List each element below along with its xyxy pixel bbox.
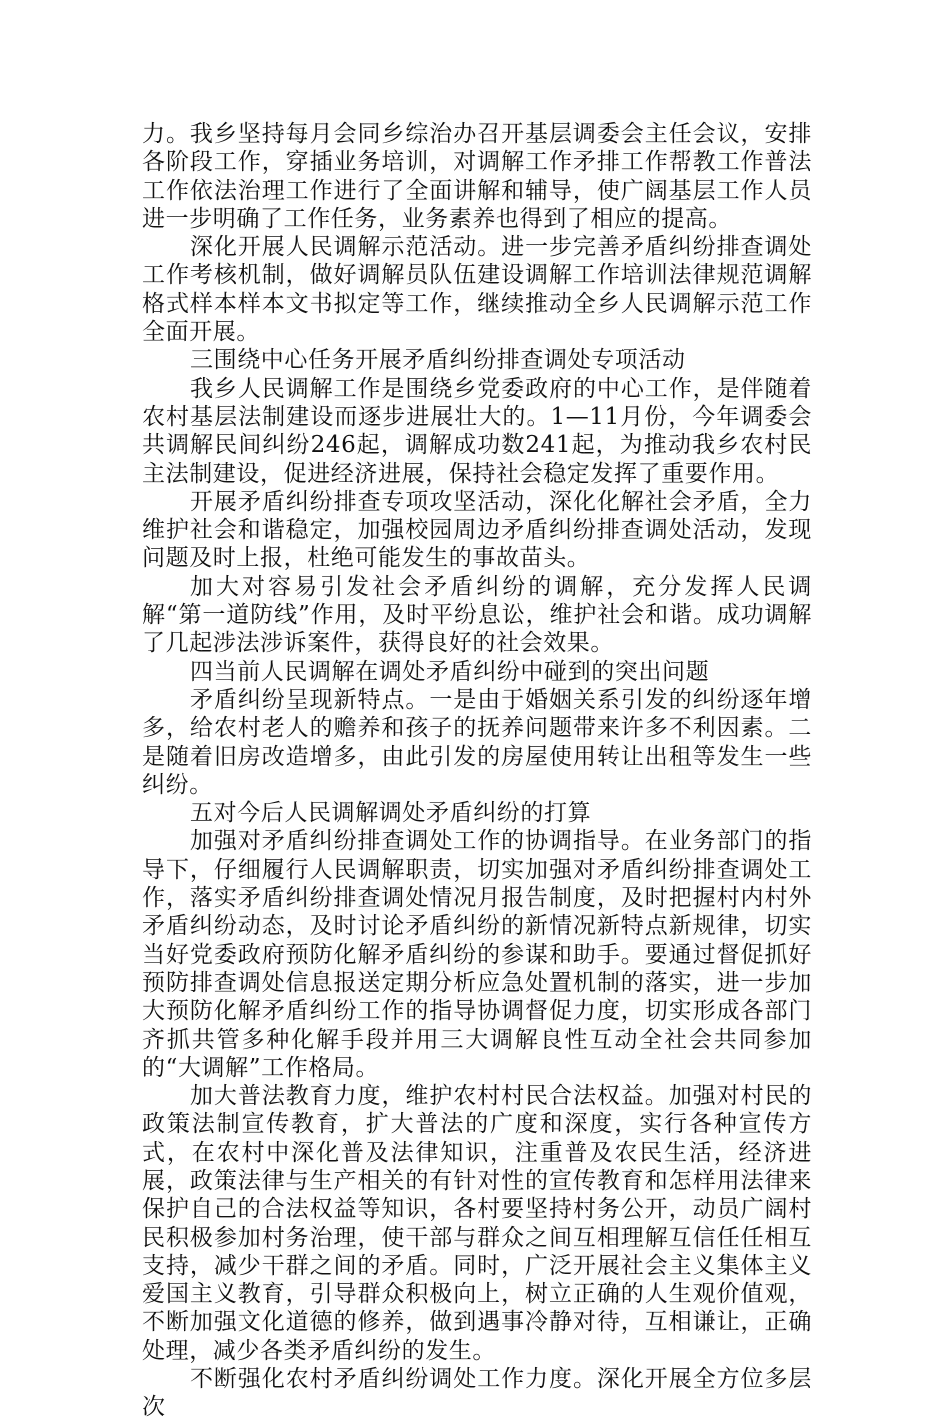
paragraph: 加大对容易引发社会矛盾纠纷的调解，充分发挥人民调解“第一道防线”作用，及时平纷息讼，维护社会和谐。成功调解了几起涉法涉诉案件，获得良好的社会效果。 [142,573,812,657]
document-body [142,120,812,1422]
section-heading: 三围绕中心任务开展矛盾纠纷排查调处专项活动 [190,347,686,374]
paragraph: 矛盾纠纷呈现新特点。一是由于婚姻关系引发的纠纷逐年增多，给农村老人的赡养和孩子的抚养问题带来许多不利因素。二是随着旧房改造增多，由此引发的房屋使用转让出租等发生一些纠纷。 [142,686,812,798]
paragraph-continuation: 力。我乡坚持每月会同乡综治办召开基层调委会主任会议，安排各阶段工作，穿插业务培训，对调解工作矛排工作帮教工作普法工作依法治理工作进行了全面讲解和辅导，使广阔基层工作人员进一步明确了工作任务，业务素养也得到了相应的提高。 [142,121,812,232]
paragraph: 深化开展人民调解示范活动。进一步完善矛盾纠纷排查调处工作考核机制，做好调解员队伍建设调解工作培训法律规范调解格式样本样本文书拟定等工作，继续推动全乡人民调解示范工作全面开展。 [142,234,812,346]
paragraph: 加强对矛盾纠纷排查调处工作的协调指导。在业务部门的指导下，仔细履行人民调解职责，切实加强对矛盾纠纷排查调处工作，落实矛盾纠纷排查调处情况月报告制度，及时把握村内村外矛盾纠纷动态，及时讨论矛盾纠纷的新情况新特点新规律，切实当好党委政府预防化解矛盾纠纷的参谋和助手。要通过督促抓好预防排查调处信息报送定期分析应急处置机制的落实，进一步加大预防化解矛盾纠纷工作的指导协调督促力度，切实形成各部门齐抓共管多种化解手段并用三大调解良性互动全社会共同参加的“大调解”工作格局。 [142,828,812,1081]
paragraph: 我乡人民调解工作是围绕乡党委政府的中心工作，是伴随着农村基层法制建设而逐步进展壮大的。1—11月份，今年调委会共调解民间纠纷246起，调解成功数241起，为推动我乡农村民主法制建设，促进经济进展，保持社会稳定发挥了重要作用。 [142,375,812,487]
paragraph: 不断强化农村矛盾纠纷调处工作力度。深化开展全方位多层次 [142,1366,812,1421]
section-heading: 五对今后人民调解调处矛盾纠纷的打算 [190,800,592,827]
paragraph: 开展矛盾纠纷排查专项攻坚活动，深化化解社会矛盾，全力维护社会和谐稳定，加强校园周边矛盾纠纷排查调处活动，发现问题及时上报，杜绝可能发生的事故苗头。 [142,488,812,572]
section-heading: 四当前人民调解在调处矛盾纠纷中碰到的突出问题 [190,658,710,685]
paragraph: 加大普法教育力度，维护农村村民合法权益。加强对村民的政策法制宣传教育，扩大普法的广度和深度，实行各种宣传方式，在农村中深化普及法律知识，注重普及农民生活，经济进展，政策法律与生产相关的有针对性的宣传教育和怎样用法律来保护自己的合法权益等知识，各村要坚持村务公开，动员广阔村民积极参加村务治理，使干部与群众之间互相理解互信任任相互支持，减少干群之间的矛盾。同时，广泛开展社会主义集体主义爱国主义教育，引导群众积极向上，树立正确的人生观价值观，不断加强文化道德的修养，做到遇事冷静对待，互相谦让，正确处理，减少各类矛盾纠纷的发生。 [142,1083,812,1364]
